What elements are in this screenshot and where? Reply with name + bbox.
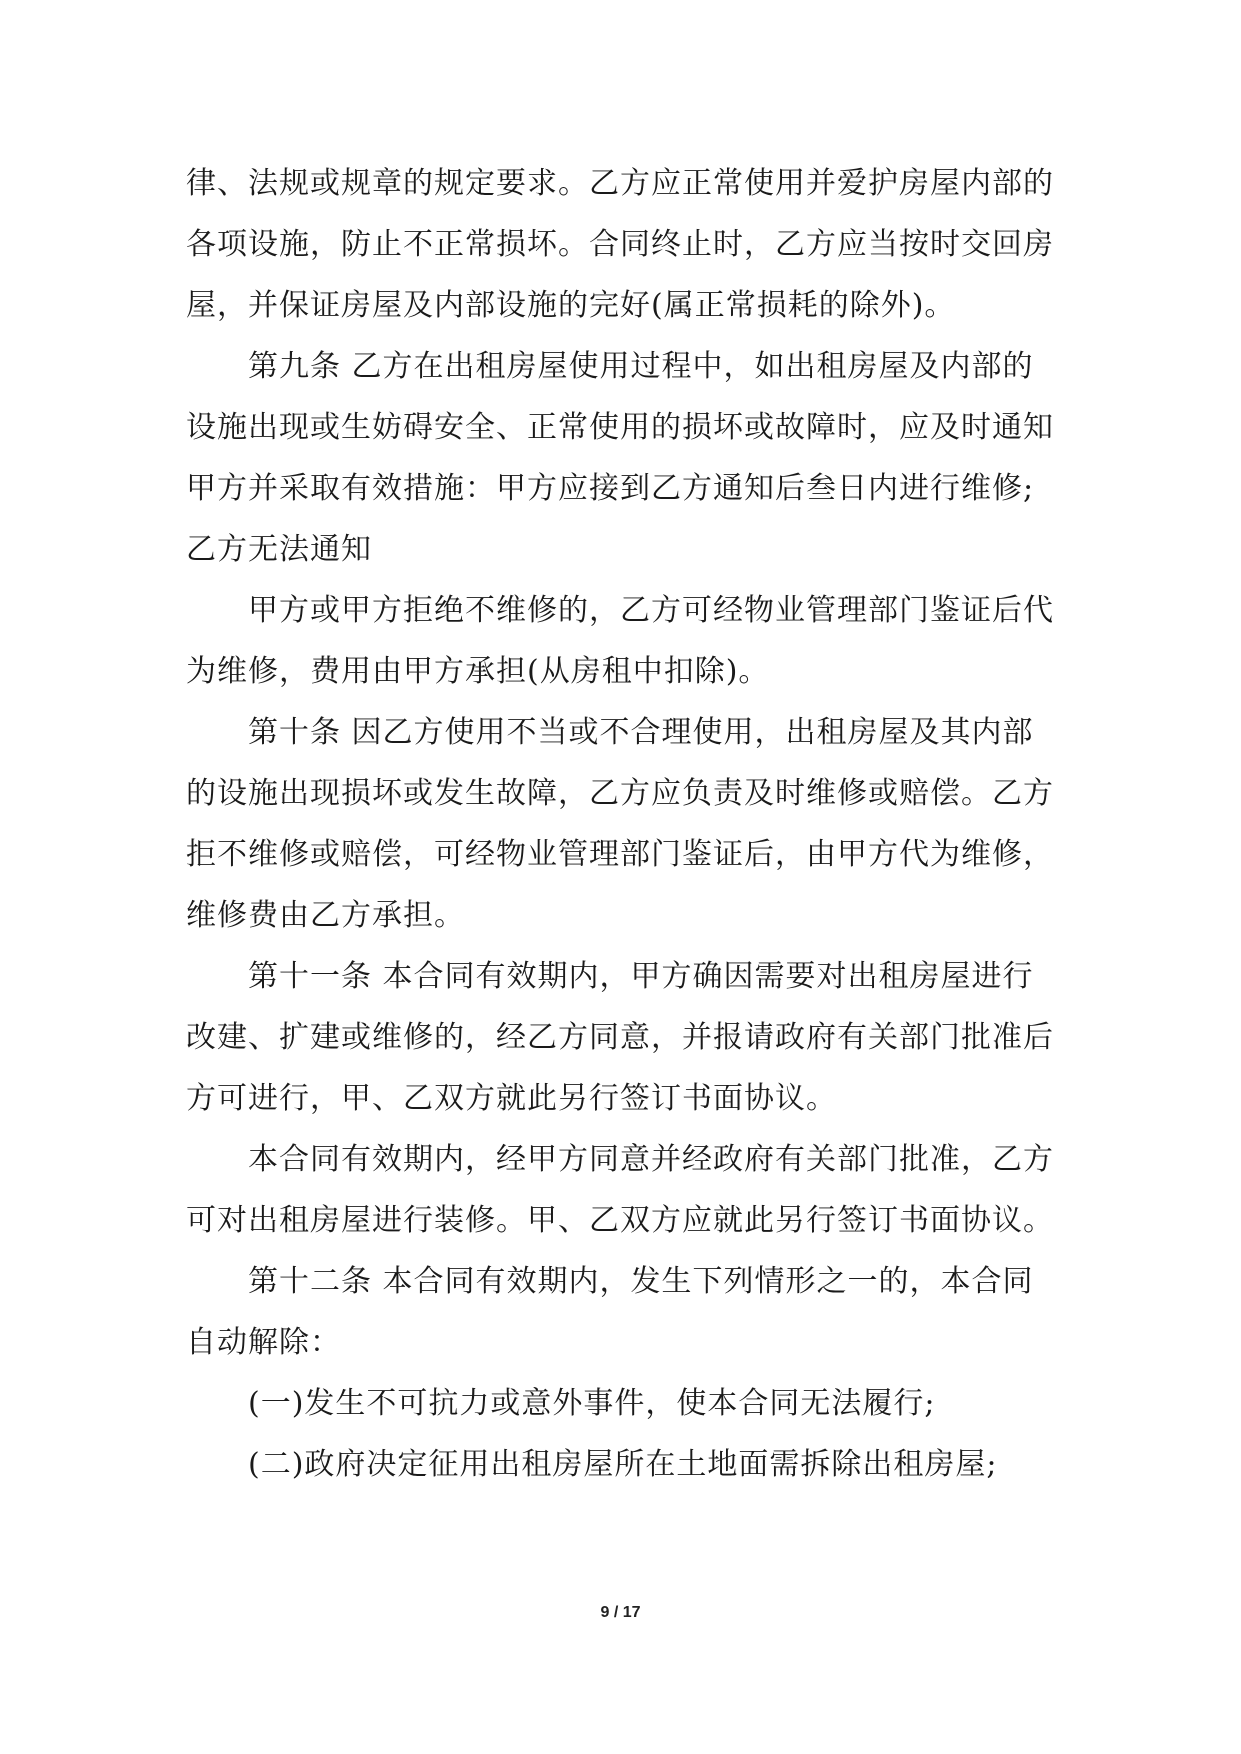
text-line: 乙方无法通知 bbox=[186, 532, 372, 567]
text-line: 屋，并保证房屋及内部设施的完好(属正常损耗的除外)。 bbox=[186, 288, 956, 323]
text-line: 第十一条 本合同有效期内，甲方确因需要对出租房屋进行 bbox=[248, 959, 1034, 994]
paragraph-article-11 bbox=[186, 946, 1056, 1129]
text-line: 律、法规或规章的规定要求。乙方应正常使用并爱护房屋内部的 bbox=[186, 166, 1054, 201]
paragraph-article-12 bbox=[186, 1251, 1056, 1373]
text-line: (一)发生不可抗力或意外事件，使本合同无法履行; bbox=[248, 1386, 936, 1421]
paragraph-article-10 bbox=[186, 702, 1056, 946]
paragraph-1 bbox=[186, 153, 1056, 336]
text-line: 甲方或甲方拒绝不维修的，乙方可经物业管理部门鉴证后代 bbox=[248, 593, 1054, 628]
text-line: 各项设施，防止不正常损坏。合同终止时，乙方应当按时交回房 bbox=[186, 227, 1054, 262]
text-line: (二)政府决定征用出租房屋所在土地面需拆除出租房屋; bbox=[248, 1447, 998, 1482]
text-line: 甲方并采取有效措施：甲方应接到乙方通知后叁日内进行维修; bbox=[186, 471, 1035, 506]
text-line: 维修费由乙方承担。 bbox=[186, 898, 465, 933]
text-line: 可对出租房屋进行装修。甲、乙双方应就此另行签订书面协议。 bbox=[186, 1203, 1054, 1238]
list-item-1 bbox=[186, 1373, 1056, 1434]
text-line: 自动解除： bbox=[186, 1325, 341, 1360]
text-line: 本合同有效期内，经甲方同意并经政府有关部门批准，乙方 bbox=[248, 1142, 1054, 1177]
text-line: 为维修，费用由甲方承担(从房租中扣除)。 bbox=[186, 654, 770, 689]
text-line: 方可进行，甲、乙双方就此另行签订书面协议。 bbox=[186, 1081, 837, 1116]
text-line: 第十条 因乙方使用不当或不合理使用，出租房屋及其内部 bbox=[248, 715, 1034, 750]
text-line: 第十二条 本合同有效期内，发生下列情形之一的，本合同 bbox=[248, 1264, 1034, 1299]
text-line: 拒不维修或赔偿，可经物业管理部门鉴证后，由甲方代为维修， bbox=[186, 837, 1054, 872]
paragraph-article-11-cont bbox=[186, 1129, 1056, 1251]
text-line: 改建、扩建或维修的，经乙方同意，并报请政府有关部门批准后 bbox=[186, 1020, 1054, 1055]
paragraph-article-9-cont bbox=[186, 580, 1056, 702]
text-line: 第九条 乙方在出租房屋使用过程中，如出租房屋及内部的 bbox=[248, 349, 1034, 384]
page-number: 9 / 17 bbox=[600, 1604, 641, 1621]
text-line: 的设施出现损坏或发生故障，乙方应负责及时维修或赔偿。乙方 bbox=[186, 776, 1054, 811]
text-line: 设施出现或生妨碍安全、正常使用的损坏或故障时，应及时通知 bbox=[186, 410, 1054, 445]
paragraph-article-9 bbox=[186, 336, 1056, 580]
document-body bbox=[186, 153, 1056, 1495]
list-item-2 bbox=[186, 1434, 1056, 1495]
